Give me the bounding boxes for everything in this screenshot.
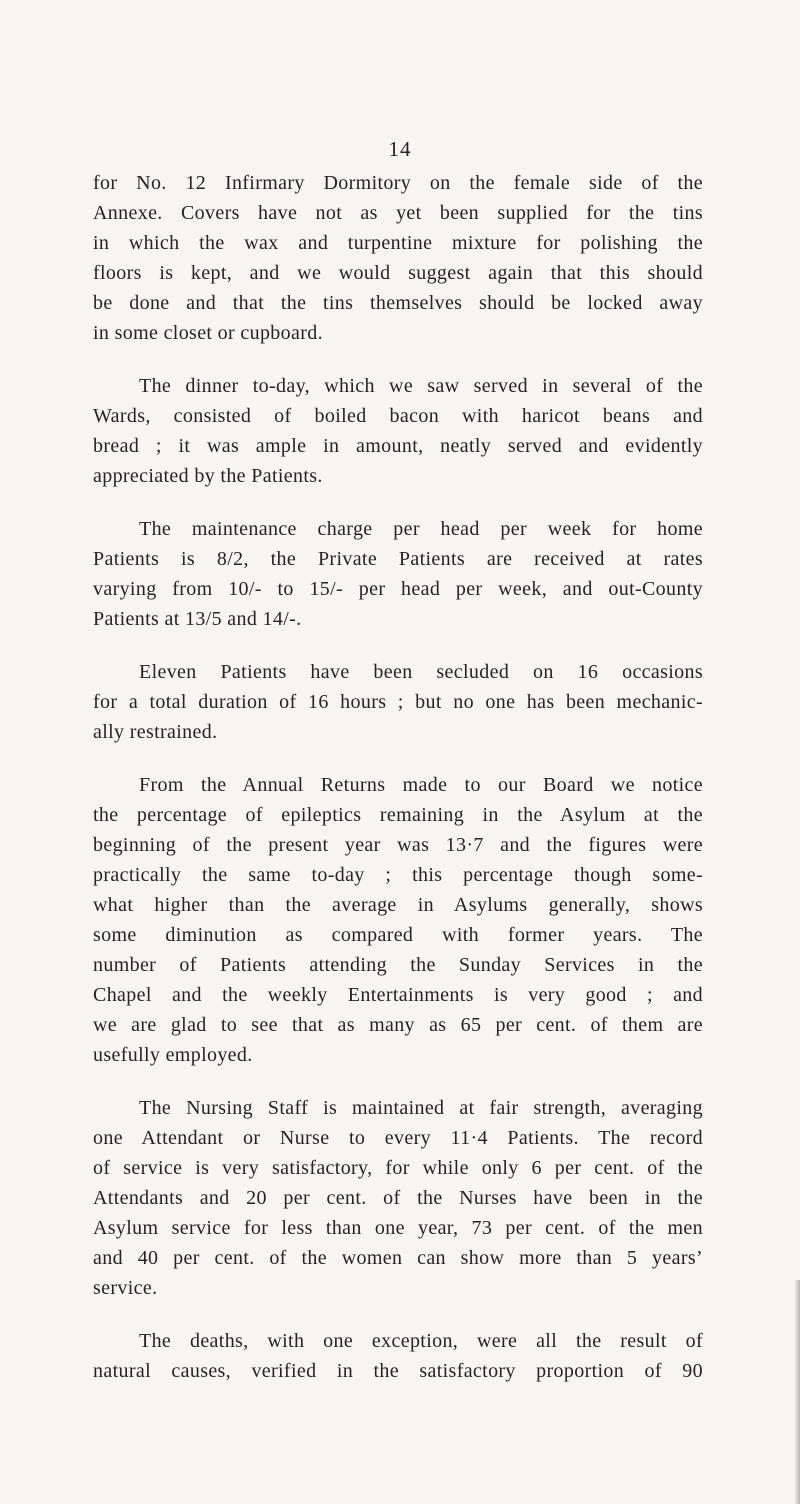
text-line: the percentage of epileptics remaining in the Asylum at the (93, 804, 703, 826)
text-line: From the Annual Returns made to our Board we notice (139, 774, 703, 796)
text-line: we are glad to see that as many as 65 per cent. of them are (93, 1014, 703, 1036)
paragraph-maintenance-charge (93, 514, 703, 634)
text-line: Asylum service for less than one year, 73 per cent. of the men (93, 1217, 703, 1239)
body-text (93, 168, 703, 1409)
paragraph-annual-returns (93, 770, 703, 1070)
page-number: 14 (388, 137, 412, 161)
text-line: service. (93, 1277, 158, 1299)
paragraph-infirmary-dormitory (93, 168, 703, 348)
text-line: be done and that the tins themselves should be locked away (93, 292, 703, 314)
text-line: Annexe. Covers have not as yet been supplied for the tins (93, 202, 703, 224)
text-line: one Attendant or Nurse to every 11·4 Patients. The record (93, 1127, 703, 1149)
text-line: natural causes, verified in the satisfactory proportion of 90 (93, 1360, 703, 1382)
text-line: The deaths, with one exception, were all the result of (139, 1330, 703, 1352)
text-line: usefully employed. (93, 1044, 253, 1066)
text-line: of service is very satisfactory, for while only 6 per cent. of the (93, 1157, 703, 1179)
paragraph-dinner (93, 371, 703, 491)
text-line: Chapel and the weekly Entertainments is very good ; and (93, 984, 703, 1006)
text-line: for No. 12 Infirmary Dormitory on the female side of the (93, 172, 703, 194)
text-line: varying from 10/- to 15/- per head per week, and out-County (93, 578, 703, 600)
text-line: ally restrained. (93, 721, 218, 743)
page-edge-shadow (794, 1280, 800, 1504)
text-line: beginning of the present year was 13·7 and the figures were (93, 834, 703, 856)
text-line: The maintenance charge per head per week for home (139, 518, 703, 540)
text-line: what higher than the average in Asylums generally, shows (93, 894, 703, 916)
text-line: in some closet or cupboard. (93, 322, 323, 344)
paragraph-nursing-staff (93, 1093, 703, 1303)
text-line: Eleven Patients have been secluded on 16 occasions (139, 661, 703, 683)
text-line: number of Patients attending the Sunday Services in the (93, 954, 703, 976)
text-line: The Nursing Staff is maintained at fair strength, averaging (139, 1097, 703, 1119)
paragraph-seclusion (93, 657, 703, 747)
text-line: Wards, consisted of boiled bacon with haricot beans and (93, 405, 703, 427)
text-line: Patients at 13/5 and 14/-. (93, 608, 302, 630)
text-line: The dinner to-day, which we saw served in several of the (139, 375, 703, 397)
text-line: floors is kept, and we would suggest again that this should (93, 262, 703, 284)
text-line: for a total duration of 16 hours ; but no one has been mechanic- (93, 691, 703, 713)
text-line: Patients is 8/2, the Private Patients are received at rates (93, 548, 703, 570)
paragraph-deaths (93, 1326, 703, 1386)
text-line: some diminution as compared with former years. The (93, 924, 703, 946)
text-line: bread ; it was ample in amount, neatly served and evidently (93, 435, 703, 457)
text-line: practically the same to-day ; this percentage though some- (93, 864, 703, 886)
text-line: and 40 per cent. of the women can show more than 5 years’ (93, 1247, 703, 1269)
text-line: Attendants and 20 per cent. of the Nurses have been in the (93, 1187, 703, 1209)
text-line: in which the wax and turpentine mixture for polishing the (93, 232, 703, 254)
text-line: appreciated by the Patients. (93, 465, 323, 487)
